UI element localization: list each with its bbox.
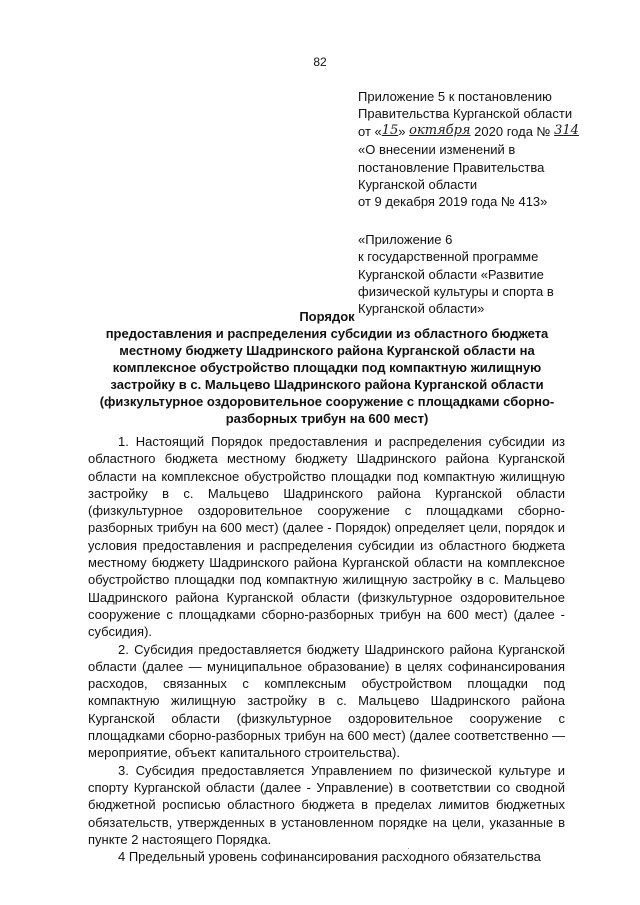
page-number: 82	[313, 55, 327, 69]
date-suffix: 2020 года №	[474, 123, 551, 139]
appendix6-line: к государственной программе	[358, 249, 539, 265]
title-line: (физкультурное оздоровительное сооружение с площадками сборно-	[99, 394, 555, 409]
appendix-line: от 9 декабря 2019 года № 413»	[358, 194, 548, 210]
handwritten-month: октября	[409, 122, 471, 138]
title-line: застройку в с. Мальцево Шадринского района Курганской области	[110, 377, 544, 392]
appendix6-line: физической культуры и спорта в	[358, 284, 554, 300]
title-line: предоставления и распределения субсидии из областного бюджета	[105, 326, 549, 341]
title-line: местному бюджету Шадринского района Курганской области на	[119, 343, 535, 358]
paragraph-4: 4 Предельный уровень софинансирования расходного обязательства	[118, 849, 541, 865]
scan-speck	[408, 848, 409, 849]
appendix-line: Правительства Курганской области	[358, 106, 573, 122]
appendix6-line: Курганской области «Развитие	[358, 266, 544, 282]
paragraph-1: 1. Настоящий Порядок предоставления и распределения субсидии из областного бюджета местному бюджету Шадринского района Курганской области на комплексное обустройство площадки под компактную жилищную застройку в с. Мальцево Шадринского района Курганской области (физкультурное оздоровительное сооружение с площадками сборно-разборных трибун на 600 мест) (далее - Порядок) определяет цели, порядок и условия предоставления и распределения субсидии из областного бюджета местному бюджету Шадринского района Курганской области на комплексное обустройство площадки под компактную жилищную застройку в с. Мальцево Шадринского района Курганской области (физкультурное оздоровительное сооружение с площадками сборно-разборных трибун на 600 мест) (далее - субсидия).	[88, 434, 565, 640]
document-title	[92, 308, 562, 427]
paragraph-2: 2. Субсидия предоставляется бюджету Шадринского района Курганской области (далее — муниципальное образование) в целях софинансирования расходов, связанных с комплексным обустройством площадки под компактную жилищную застройку в с. Мальцево Шадринского района Курганской области (физкультурное оздоровительное сооружение с площадками сборно-разборных трибун на 600 мест) (далее соответственно — мероприятие, объект капитального строительства).	[88, 641, 565, 761]
appendix-header	[358, 88, 628, 318]
appendix6-line: Курганской области»	[358, 301, 485, 317]
appendix-line: Курганской области	[358, 177, 478, 193]
title-line: комплексное обустройство площадки под компактную жилищную	[112, 360, 542, 375]
handwritten-number: 314	[554, 122, 579, 138]
appendix-line: «О внесении изменений в	[358, 142, 516, 158]
appendix-line: постановление Правительства	[358, 159, 545, 175]
appendix-line: Приложение 5 к постановлению	[358, 89, 552, 104]
paragraph-3: 3. Субсидия предоставляется Управлением по физической культуре и спорту Курганской области (далее - Управление) в соответствии со сводной бюджетной росписью областного бюджета в пределах лимитов бюджетных обязательств, утвержденных в установленном порядке на цели, указанные в пункте 2 настоящего Порядка.	[88, 762, 565, 847]
handwritten-day: 15	[381, 122, 399, 138]
appendix-date-line	[358, 123, 628, 141]
appendix6-line: «Приложение 6	[358, 231, 453, 247]
date-mid: »	[398, 123, 406, 139]
date-prefix: от «	[358, 123, 382, 139]
title-heading: Порядок	[299, 309, 355, 324]
title-line: разборных трибун на 600 мест)	[225, 411, 429, 426]
document-body	[88, 433, 565, 865]
